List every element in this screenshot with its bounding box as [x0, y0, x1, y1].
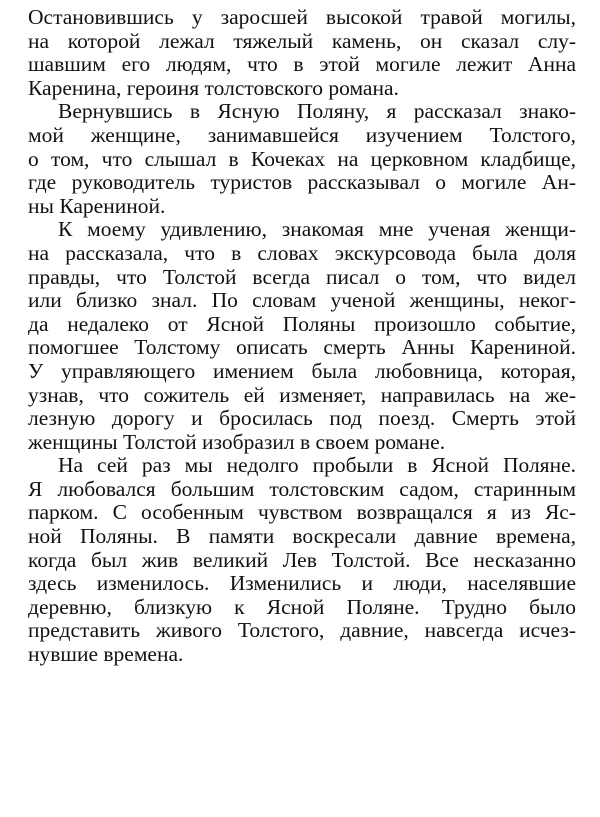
paragraph-3	[28, 218, 576, 454]
text-line: Остановившись у заросшей высокой травой могилы,	[28, 5, 576, 29]
text-line: представить живого Толстого, давние, навсегда исчез-	[28, 618, 576, 643]
text-line: на которой лежал тяжелый камень, он сказал слу-	[28, 28, 576, 53]
page-body	[28, 6, 576, 667]
text-line: здесь изменилось. Изменились и люди, населявшие	[28, 571, 576, 596]
text-line: да недалеко от Ясной Поляны произошло событие,	[28, 311, 576, 336]
text-line: на рассказала, что в словах экскурсовода была доля	[28, 240, 576, 265]
paragraph-1	[28, 6, 576, 100]
text-line: где руководитель туристов рассказывал о могиле Ан-	[28, 170, 576, 195]
text-line: Я любовался большим толстовским садом, старинным	[28, 476, 576, 501]
text-line: или близко знал. По словам ученой женщины, неког-	[28, 288, 576, 313]
text-line: лезную дорогу и бросилась под поезд. Смерть этой	[28, 406, 576, 431]
paragraph-4	[28, 454, 576, 666]
text-line: когда был жив великий Лев Толстой. Все несказанно	[28, 547, 576, 572]
text-line: о том, что слышал в Кочеках на церковном кладбище,	[28, 146, 576, 171]
text-line: На сей раз мы недолго пробыли в Ясной Поляне.	[58, 453, 576, 478]
text-line: помогшее Толстому описать смерть Анны Карениной.	[28, 335, 576, 360]
text-line: Каренина, героиня толстовского романа.	[28, 75, 399, 100]
text-line: парком. С особенным чувством возвращался я из Яс-	[28, 500, 576, 525]
text-line: Вернувшись в Ясную Поляну, я рассказал знако-	[58, 99, 576, 124]
paragraph-2	[28, 100, 576, 218]
text-line: К моему удивлению, знакомая мне ученая женщи-	[58, 217, 576, 242]
text-line: шавшим его людям, что в этой могиле лежит Анна	[28, 52, 576, 77]
text-line: женщины Толстой изобразил в своем романе.	[28, 429, 446, 454]
text-line: мой женщине, занимавшейся изучением Толстого,	[28, 122, 576, 147]
text-line: узнав, что сожитель ей изменяет, направилась на же-	[28, 382, 576, 407]
text-line: У управляющего имением была любовница, которая,	[28, 358, 576, 383]
text-line: ной Поляны. В памяти воскресали давние времена,	[28, 524, 576, 549]
text-line: ны Карениной.	[28, 193, 166, 218]
text-line: правды, что Толстой всегда писал о том, что видел	[28, 264, 576, 289]
text-line: деревню, близкую к Ясной Поляне. Трудно было	[28, 594, 576, 619]
text-line: нувшие времена.	[28, 642, 184, 667]
